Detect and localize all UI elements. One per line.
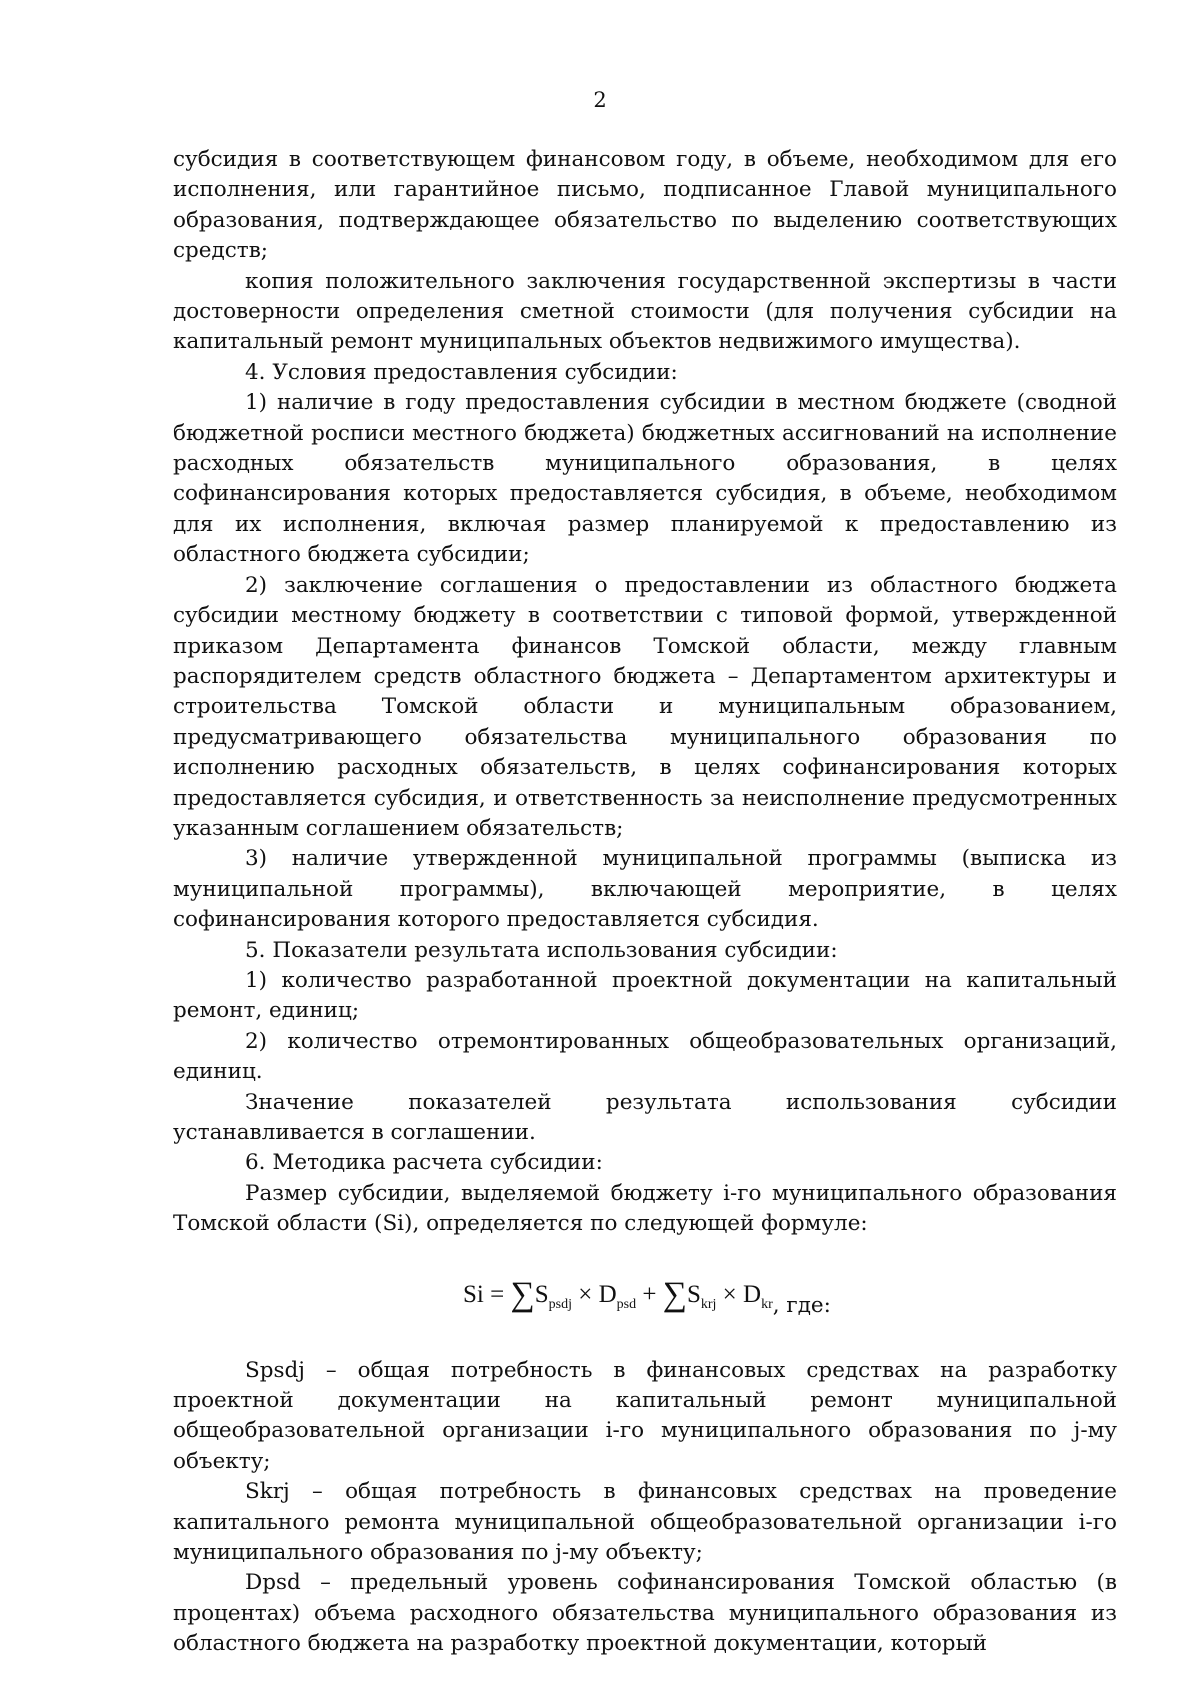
formula-sub-kr: kr: [761, 1296, 773, 1312]
subsidy-formula: [463, 1275, 831, 1321]
list-item: 1) количество разработанной проектной документации на капитальный ремонт, единиц;: [173, 967, 1117, 1024]
page-number: 2: [593, 88, 607, 112]
sum-symbol: ∑: [662, 1275, 687, 1313]
formula-plus: +: [642, 1280, 657, 1308]
document-body: [173, 145, 1117, 1660]
paragraph: Значение показателей результата использования субсидии устанавливается в соглашении.: [173, 1089, 1117, 1145]
formula-d-psd: D: [598, 1280, 617, 1308]
sum-symbol: ∑: [510, 1275, 535, 1313]
list-item: 2) количество отремонтированных общеобразовательных организаций, единиц.: [173, 1028, 1117, 1085]
formula-lhs: Si: [463, 1280, 484, 1308]
formula-sub-psdj: psdj: [548, 1296, 572, 1312]
section-heading: 5. Показатели результата использования субсидии:: [245, 937, 838, 963]
formula-suffix: , где:: [772, 1292, 831, 1318]
paragraph: Размер субсидии, выделяемой бюджету i-го муниципального образования Томской области (Si), определяется по следующей формуле:: [173, 1180, 1117, 1237]
definition: Spsdj – общая потребность в финансовых средствах на разработку проектной документации на капитальный ремонт муниципальной общеобразовательной организации i-го муниципального образования по j-му объекту;: [173, 1357, 1117, 1474]
section-heading: 6. Методика расчета субсидии:: [245, 1150, 603, 1176]
definition: Dpsd – предельный уровень софинансирования Томской областью (в процентах) объема расходного обязательства муниципального образования из областного бюджета на разработку проектной документации, который: [173, 1570, 1117, 1657]
formula-block: [173, 1250, 1117, 1342]
list-item: 1) наличие в году предоставления субсидии в местном бюджете (сводной бюджетной росписи местного бюджета) бюджетных ассигнований на исполнение расходных обязательств муниципального образования, в целях софинансирования которых предоставляется субсидия, в объеме, необходимом для их исполнения, включая размер планируемой к предоставлению из областного бюджета субсидии;: [173, 390, 1117, 568]
paragraph: субсидия в соответствующем финансовом году, в объеме, необходимом для его исполнения, или гарантийное письмо, подписанное Главой муниципального образования, подтверждающее обязательство по выделению соответствующих средств;: [173, 147, 1117, 264]
formula-s-psdj: S: [534, 1280, 549, 1308]
formula-s-krj: S: [686, 1280, 701, 1308]
formula-sub-psd: psd: [616, 1296, 637, 1312]
formula-times: ×: [722, 1280, 737, 1308]
list-item: 2) заключение соглашения о предоставлении из областного бюджета субсидии местному бюджету в соответствии с типовой формой, утвержденной приказом Департамента финансов Томской области, между главным распорядителем средств областного бюджета – Департаментом архитектуры и строительства Томской области и муниципальным образованием, предусматривающего обязательства муниципального образования по исполнению расходных обязательств, в целях софинансирования которых предоставляется субсидия, и ответственность за неисполнение предусмотренных указанным соглашением обязательств;: [173, 572, 1117, 841]
formula-sub-krj: krj: [700, 1296, 717, 1312]
list-item: 3) наличие утвержденной муниципальной программы (выписка из муниципальной программы), включающей мероприятие, в целях софинансирования которого предоставляется субсидия.: [173, 846, 1117, 933]
formula-times: ×: [578, 1280, 593, 1308]
formula-d-kr: D: [743, 1280, 762, 1308]
section-heading: 4. Условия предоставления субсидии:: [245, 359, 678, 385]
paragraph: копия положительного заключения государственной экспертизы в части достоверности определения сметной стоимости (для получения субсидии на капитальный ремонт муниципальных объектов недвижимого имущества).: [173, 268, 1117, 355]
formula-equals: =: [490, 1280, 505, 1308]
definition: Skrj – общая потребность в финансовых средствах на проведение капитального ремонта муниципальной общеобразовательной организации i-го муниципального образования по j-му объекту;: [173, 1479, 1117, 1566]
